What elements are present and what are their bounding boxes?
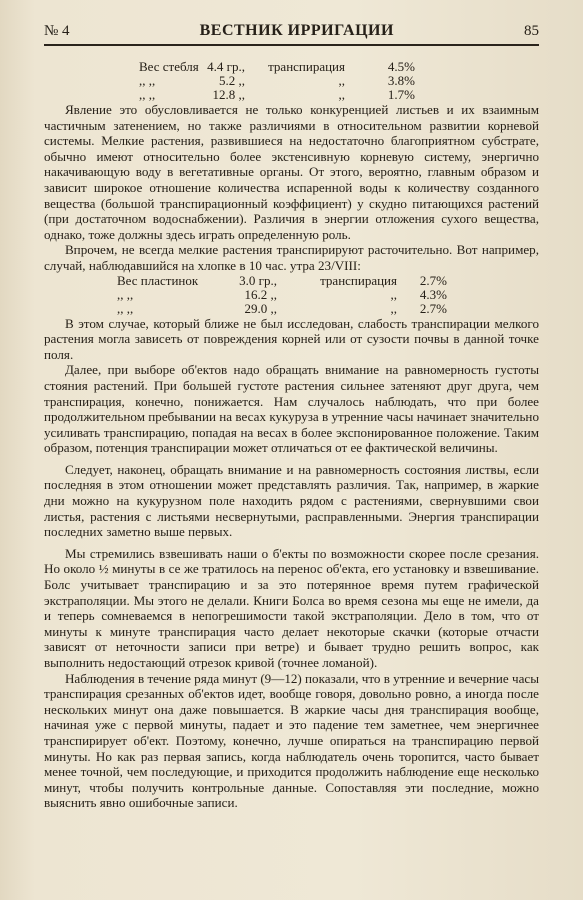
page-number: 85	[523, 23, 539, 39]
measure-pct: 1.7%	[387, 87, 415, 102]
measure-key: ,,	[390, 300, 397, 316]
measure-value: 29.0 ,,	[244, 300, 277, 316]
page-header	[44, 22, 539, 46]
measure-pct: 2.7%	[419, 300, 447, 316]
measure-key: ,,	[390, 286, 397, 302]
measure-key: транспирация	[320, 272, 397, 288]
measure-value: 4.4 гр.,	[207, 59, 245, 74]
measure-key: ,,	[338, 87, 345, 102]
measure-pct: 4.5%	[387, 59, 415, 74]
issue-number: № 4	[44, 23, 70, 39]
measurement-table-leaves	[117, 274, 539, 316]
measure-key: ,,	[338, 73, 345, 88]
measure-pct: 2.7%	[419, 272, 447, 288]
measure-pct: 4.3%	[419, 286, 447, 302]
measure-label: ,, ,,	[139, 73, 156, 88]
measure-value: 16.2 ,,	[244, 286, 277, 302]
measure-label: ,, ,,	[117, 286, 134, 302]
paragraph: Мы стремились взвешивать наши о б'екты по возможности скорее после срезания. Но около ½ минуты в се же тратилось на перенос об'екта, его установку и взвешивание. Болс учитывает транспирацию и за это потерянное время путем графической экстраполяции. Мы этого не делали. Книги Болса во время сезона мы еще не имели, да и теперь сомневаемся в непогрешимости такой экстраполяции. Дело в том, что от минуты к минуте транспирация часто делает некоторые скачки (которые отчасти зависят от неточности записи при ветре) и бывает трудно решить вопрос, как выполнить недостающий отрезок кривой (точнее ломаной).	[44, 545, 539, 670]
paragraph: Явление это обусловливается не только конкуренцией листьев и их взаимным частичным затенением, но также различиями в относительном развитии корневой системы. Мелкие растения, развившиеся на недостаточно благоприятном субстрате, обычно имеют относительно более экстенсивную корневую систему, энергично накачивающую воду в вегетативные органы. От этого, вероятно, главным образом и зависит широкое отношение количества испаренной воды к количеству созданного вещества (большой транспирационный коэффициент) у скудно питающихся растений (при достаточном водоснабжении). Различия в энергии отложения сухого вещества, однако, тоже должны здесь играть определенную роль.	[44, 102, 539, 242]
measure-key: транспирация	[268, 59, 345, 74]
measure-value: 5.2 ,,	[219, 73, 245, 88]
measurement-table-stems	[139, 60, 539, 102]
measure-label: Вес стебля	[139, 59, 199, 74]
measure-value: 12.8 ,,	[212, 87, 245, 102]
paragraph: Наблюдения в течение ряда минут (9—12) показали, что в утренние и вечерние часы транспирация срезанных об'ектов идет, вообще говоря, довольно ровно, а иногда после нескольких минут она даже повышается. В жаркие часы дня транспирация вообще, начиная уже с первой минуты, падает и это падение тем заметнее, чем энергичнее транспирирует об'ект. Поэтому, конечно, лучше опираться на транспирацию первой минуты. Но как раз первая запись, когда наблюдатель очень торопится, часто бывает менее точной, чем последующие, и приходится продолжить наблюдение еще несколько минут, чтобы получить контрольные данные. Сопоставляя эти последние, можно выяснить явно ошибочные записи.	[44, 670, 539, 811]
measure-label: Вес пластинок	[117, 272, 199, 288]
measure-label: ,, ,,	[117, 300, 134, 316]
paragraph: В этом случае, который ближе не был исследован, слабость транспирации мелкого растения могла зависеть от повреждения корней или от сузости почвы в данной точке поля.	[44, 315, 539, 362]
measure-value: 3.0 гр.,	[239, 272, 277, 288]
journal-title: ВЕСТНИК ИРРИГАЦИИ	[199, 22, 394, 39]
paragraph: Далее, при выборе об'ектов надо обращать внимание на равномерность густоты стояния растений. При большей густоте растения сильнее затеняют друг друга, чем транспирация, конечно, понижается. Нам случалось наблюдать, что при более продолжительном пребывании на весах кукуруза в утренние часы начинает значительно усиливать транспирацию, попадая на весах в более экспонированное положение. Таким образом, потенция транспирации может отличаться от ее фактической величины.	[44, 362, 539, 456]
measure-label: ,, ,,	[139, 87, 156, 102]
paragraph: Впрочем, не всегда мелкие растения транспирируют расточительно. Вот например, случай, наблюдавшийся на хлопке в 10 час. утра 23/VIII:	[44, 242, 539, 273]
paragraph: Следует, наконец, обращать внимание и на равномерность состояния листвы, если последняя в этом отношении может представлять различия. Так, например, в жаркие дни можно на кукурузном поле находить рядом с растениями, свернувшими свои листья, растения с листьями несвернутыми, расправленными. Энергия транспирации последних заметно выше первых.	[44, 461, 539, 540]
measure-pct: 3.8%	[387, 73, 415, 88]
